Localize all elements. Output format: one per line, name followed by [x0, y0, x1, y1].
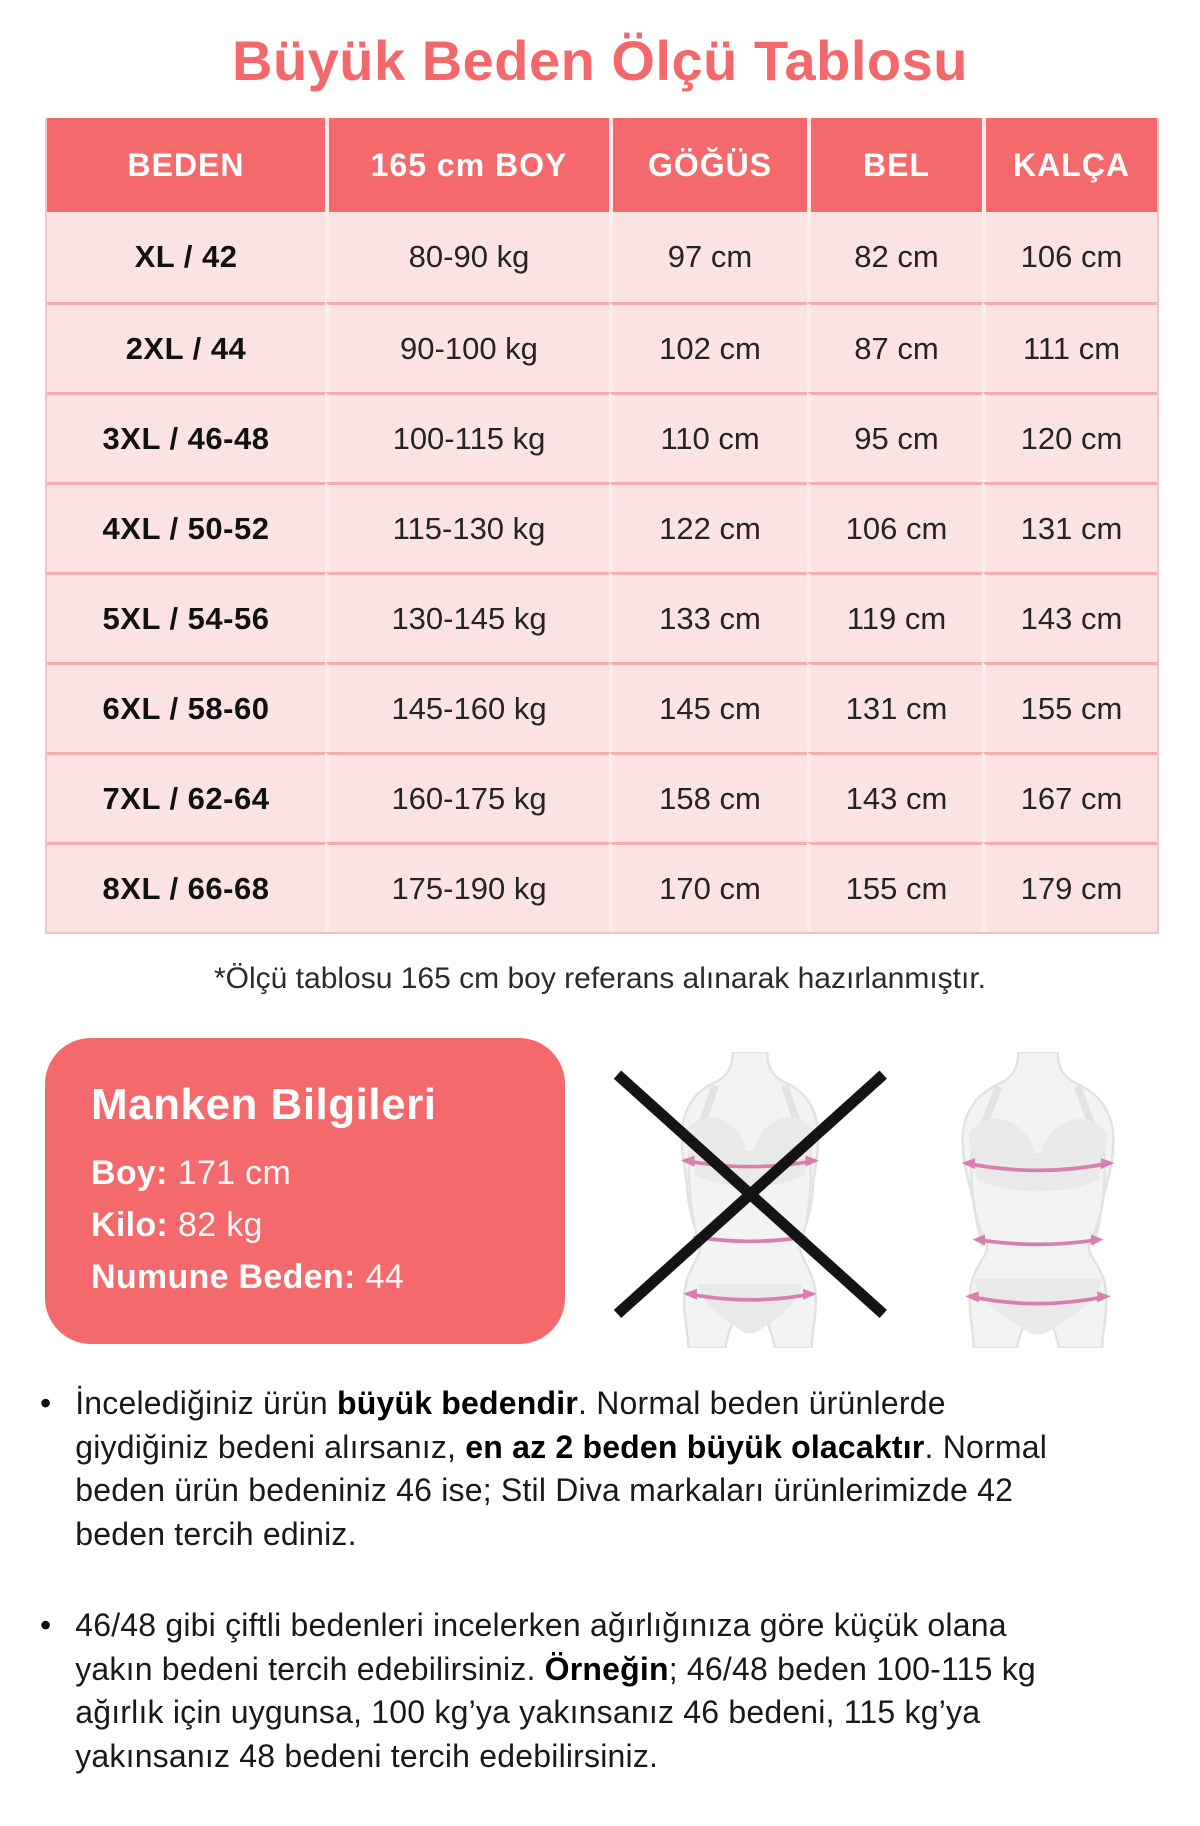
cell-size: 6XL / 58-60 [47, 662, 325, 752]
model-info-weight [91, 1206, 519, 1245]
model-weight-value: 82 kg [178, 1206, 263, 1244]
cell-waist: 106 cm [807, 482, 982, 572]
cell-bust: 97 cm [609, 212, 807, 302]
cell-size: 7XL / 62-64 [47, 752, 325, 842]
cell-hip: 106 cm [982, 212, 1157, 302]
cell-hip: 155 cm [982, 662, 1157, 752]
column-header-boy: 165 cm BOY [325, 118, 609, 212]
bullet-dot-icon: • [40, 1385, 52, 1421]
cell-waist: 82 cm [807, 212, 982, 302]
slim-body-figure [626, 1052, 874, 1348]
cell-waist: 87 cm [807, 302, 982, 392]
cell-weight: 115-130 kg [325, 482, 609, 572]
cell-size: XL / 42 [47, 212, 325, 302]
page-title: Büyük Beden Ölçü Tablosu [232, 29, 968, 92]
cell-hip: 120 cm [982, 392, 1157, 482]
bullet-text: İncelediğiniz ürün büyük bedendir. Normal beden ürünlerde giydiğiniz bedeni alırsanız, en az 2 beden büyük olacaktır. Normal beden ürün bedeniniz 46 ise; Stil Diva markaları ürünlerimizde 42 beden tercih ediniz. [75, 1385, 1048, 1552]
body-figures-illustration [598, 1045, 1190, 1355]
cell-size: 5XL / 54-56 [47, 572, 325, 662]
table-row [47, 482, 1157, 572]
cell-hip: 111 cm [982, 302, 1157, 392]
cell-bust: 110 cm [609, 392, 807, 482]
model-height-value: 171 cm [177, 1154, 292, 1192]
crossed-out-x-icon [609, 1067, 892, 1322]
column-header-gogus: GÖĞÜS [609, 118, 807, 212]
cell-bust: 122 cm [609, 482, 807, 572]
cell-weight: 90-100 kg [325, 302, 609, 392]
bullet-item-plus-size-warning [40, 1382, 1170, 1556]
column-header-beden: BEDEN [47, 118, 325, 212]
cell-size: 2XL / 44 [47, 302, 325, 392]
cell-waist: 119 cm [807, 572, 982, 662]
cell-bust: 158 cm [609, 752, 807, 842]
cell-weight: 130-145 kg [325, 572, 609, 662]
model-sample-size-label: Numune Beden: [91, 1258, 356, 1296]
model-info-card [45, 1038, 565, 1344]
model-height-label: Boy: [91, 1154, 168, 1192]
cell-bust: 145 cm [609, 662, 807, 752]
cell-hip: 167 cm [982, 752, 1157, 842]
bullet-text: 46/48 gibi çiftli bedenleri incelerken ağırlığınıza göre küçük olana yakın bedeni tercih edebilirsiniz. Örneğin; 46/48 beden 100-115 kg ağırlık için uygunsa, 100 kg’ya yakınsanız 46 bedeni, 115 kg’ya yakınsanız 48 bedeni tercih edebilirsiniz. [75, 1607, 1036, 1774]
cell-size: 4XL / 50-52 [47, 482, 325, 572]
model-info-height [91, 1154, 519, 1193]
model-weight-label: Kilo: [91, 1206, 169, 1244]
cell-waist: 155 cm [807, 842, 982, 932]
cell-bust: 102 cm [609, 302, 807, 392]
cell-weight: 80-90 kg [325, 212, 609, 302]
cell-hip: 131 cm [982, 482, 1157, 572]
cell-bust: 133 cm [609, 572, 807, 662]
table-row [47, 212, 1157, 302]
cell-bust: 170 cm [609, 842, 807, 932]
column-header-kalca: KALÇA [982, 118, 1157, 212]
table-row [47, 752, 1157, 842]
cell-waist: 131 cm [807, 662, 982, 752]
table-reference-note: *Ölçü tablosu 165 cm boy referans alınarak hazırlanmıştır. [213, 962, 987, 995]
cell-size: 3XL / 46-48 [47, 392, 325, 482]
cell-waist: 143 cm [807, 752, 982, 842]
table-row [47, 662, 1157, 752]
table-header-row [47, 118, 1157, 212]
cell-weight: 100-115 kg [325, 392, 609, 482]
table-row [47, 842, 1157, 932]
table-row [47, 572, 1157, 662]
cell-hip: 179 cm [982, 842, 1157, 932]
cell-weight: 175-190 kg [325, 842, 609, 932]
plus-body-figure-icon [914, 1052, 1162, 1348]
cell-weight: 145-160 kg [325, 662, 609, 752]
cell-weight: 160-175 kg [325, 752, 609, 842]
model-info-sample-size [91, 1258, 519, 1297]
model-info-title: Manken Bilgileri [91, 1080, 437, 1129]
size-chart-table [45, 118, 1159, 934]
cell-hip: 143 cm [982, 572, 1157, 662]
bullet-item-double-size-tip [40, 1604, 1170, 1778]
cell-size: 8XL / 66-68 [47, 842, 325, 932]
plus-body-figure [914, 1052, 1162, 1348]
model-sample-size-value: 44 [365, 1258, 404, 1296]
table-row [47, 392, 1157, 482]
info-bullet-list [40, 1382, 1170, 1826]
column-header-bel: BEL [807, 118, 982, 212]
bullet-dot-icon: • [40, 1607, 52, 1644]
cell-waist: 95 cm [807, 392, 982, 482]
table-row [47, 302, 1157, 392]
